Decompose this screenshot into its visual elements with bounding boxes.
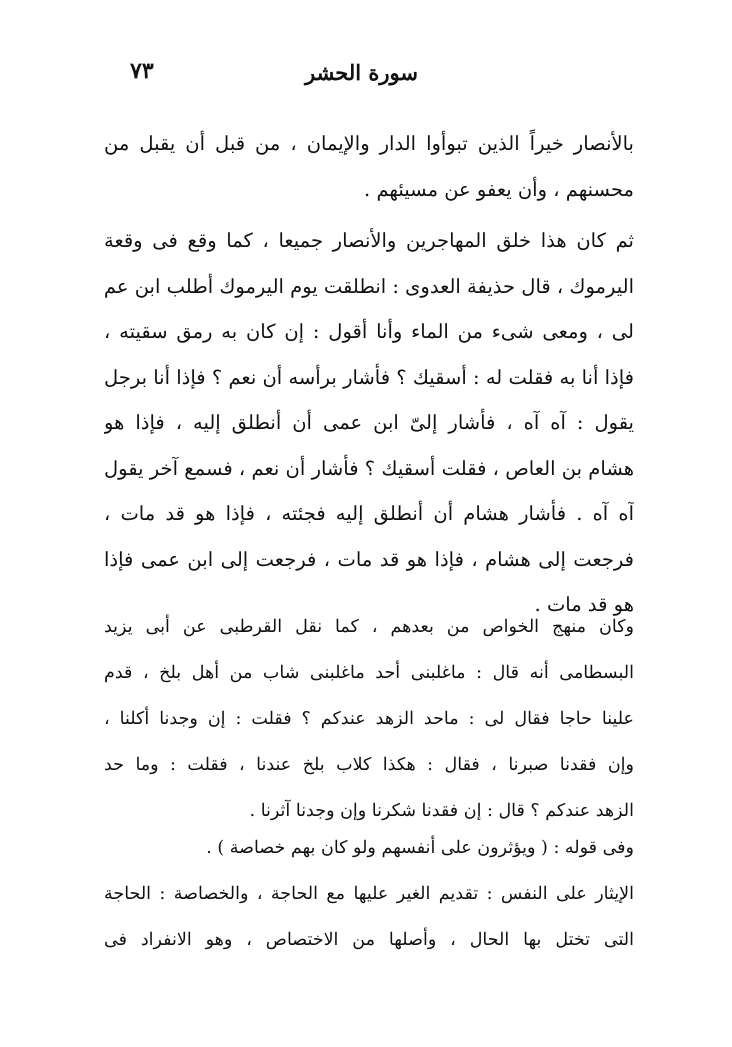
- text-line: لى ، ومعى شىء من الماء وأنا أقول : إن كان به رمق سقيته ،: [104, 320, 634, 343]
- surah-title: سورة الحشر: [304, 60, 418, 85]
- text-line: الإيثار على النفس : تقديم الغير عليها مع الحاجة ، والخصاصة : الحاجة: [104, 884, 634, 904]
- text-line: اليرموك ، قال حذيفة العدوى : انطلقت يوم اليرموك أطلب ابن عم: [104, 274, 634, 298]
- paragraph-4: [104, 825, 634, 963]
- page-number: ٧٣: [130, 58, 154, 84]
- text-line: آه آه . فأشار هشام أن أنطلق إليه فجئته ، فإذا هو قد مات ،: [104, 502, 634, 525]
- paragraph-1: [104, 121, 634, 212]
- paragraph-3: [104, 604, 634, 834]
- text-line: هشام بن العاص ، فقلت أسقيك ؟ فأشار أن نعم ، فسمع آخر يقول: [104, 456, 634, 480]
- text-line: علينا حاجا فقال لى : ماحد الزهد عندكم ؟ فقلت : إن وجدنا أكلنا ،: [104, 709, 634, 729]
- text-line: وفى قوله : ( ويؤثرون على أنفسهم ولو كان بهم خصاصة ) .: [206, 838, 634, 858]
- text-line: يقول : آه آه ، فأشار إلىّ ابن عمى أن أنطلق إليه ، فإذا هو: [104, 411, 634, 434]
- text-line: محسنهم ، وأن يعفو عن مسيئهم .: [364, 177, 634, 201]
- text-line: فرجعت إلى هشام ، فإذا هو قد مات ، فرجعت إلى ابن عمى فإذا: [104, 547, 634, 571]
- text-line: وإن فقدنا صبرنا ، فقال : هكذا كلاب بلخ عندنا ، فقلت : وما حد: [104, 755, 634, 775]
- text-line: فإذا أنا به فقلت له : أسقيك ؟ فأشار برأسه أن نعم ؟ فإذا أنا برجل: [104, 365, 634, 389]
- text-line: الزهد عندكم ؟ قال : إن فقدنا شكرنا وإن وجدنا آثرنا .: [249, 801, 634, 821]
- text-line: ثم كان هذا خلق المهاجرين والأنصار جميعا ، كما وقع فى وقعة: [104, 229, 634, 252]
- text-line: وكان منهج الخواص من بعدهم ، كما نقل القرطبى عن أبى يزيد: [104, 617, 634, 637]
- text-line: البسطامى أنه قال : ماغلبنى أحد ماغلبنى شاب من أهل بلخ ، قدم: [104, 663, 634, 683]
- text-line: التى تختل بها الحال ، وأصلها من الاختصاص ، وهو الانفراد فى: [104, 930, 634, 950]
- paragraph-2: [104, 218, 634, 628]
- text-line: بالأنصار خيراً الذين تبوأوا الدار والإيمان ، من قبل أن يقبل من: [104, 132, 634, 155]
- text-line: هو قد مات .: [534, 593, 634, 616]
- page-header: [108, 56, 628, 96]
